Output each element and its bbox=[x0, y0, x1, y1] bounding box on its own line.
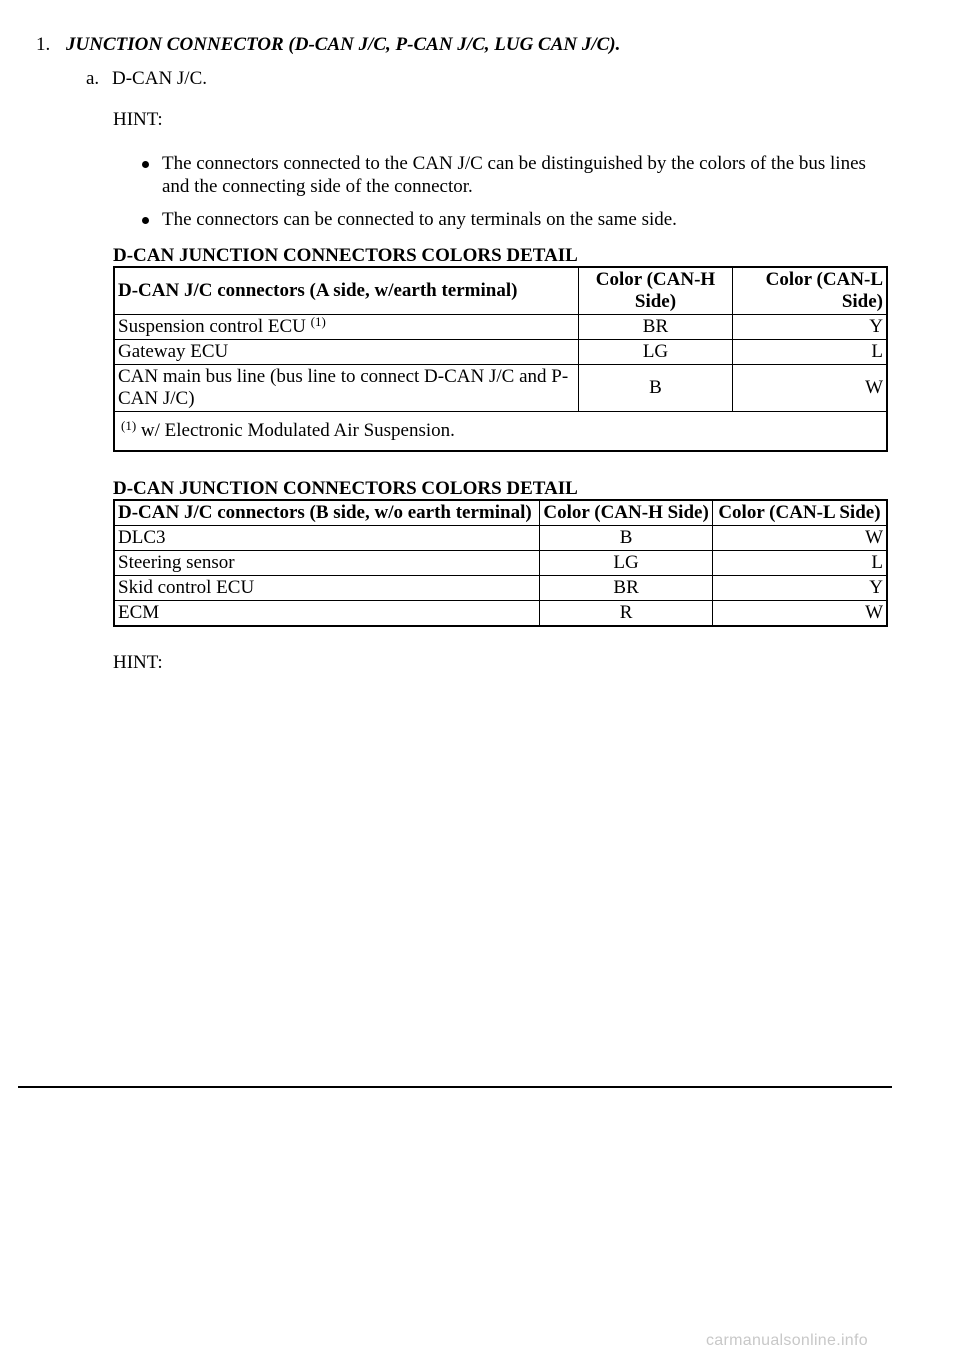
footnote-cell bbox=[114, 412, 887, 452]
can-h-color-cell: LG bbox=[579, 340, 733, 365]
can-l-color-cell: W bbox=[732, 365, 887, 412]
table-header-row bbox=[114, 500, 887, 526]
substep-title: D-CAN J/C. bbox=[112, 68, 208, 89]
hint-label-1: HINT: bbox=[113, 109, 163, 130]
table-row bbox=[114, 526, 887, 551]
table-row bbox=[114, 576, 887, 601]
substep-a bbox=[86, 68, 207, 90]
section-number: 1. bbox=[36, 34, 51, 55]
section-heading bbox=[36, 34, 620, 56]
footnote-marker: (1) bbox=[121, 418, 137, 433]
b-side-colors-table bbox=[113, 499, 888, 627]
connector-cell: Skid control ECU bbox=[114, 576, 540, 601]
table1-caption: D-CAN JUNCTION CONNECTORS COLORS DETAIL bbox=[113, 245, 578, 266]
can-l-color-cell: Y bbox=[712, 576, 887, 601]
table-row bbox=[114, 601, 887, 627]
table-note-row bbox=[114, 412, 887, 452]
bullet-icon bbox=[142, 217, 149, 224]
can-h-color-cell: BR bbox=[540, 576, 713, 601]
footnote-ref: (1) bbox=[310, 314, 326, 329]
can-h-color-cell: B bbox=[579, 365, 733, 412]
table-row bbox=[114, 365, 887, 412]
table-row bbox=[114, 340, 887, 365]
connector-cell: Steering sensor bbox=[114, 551, 540, 576]
can-h-color-cell: R bbox=[540, 601, 713, 627]
table2-caption: D-CAN JUNCTION CONNECTORS COLORS DETAIL bbox=[113, 478, 578, 499]
can-l-color-cell: L bbox=[732, 340, 887, 365]
column-header: Color (CAN-L Side) bbox=[732, 267, 887, 315]
connector-cell: Suspension control ECU $^{(1)}$ bbox=[114, 315, 579, 340]
connector-cell: DLC3 bbox=[114, 526, 540, 551]
can-h-color-cell: LG bbox=[540, 551, 713, 576]
connector-cell: CAN main bus line (bus line to connect D-CAN J/C and P-CAN J/C) bbox=[114, 365, 579, 412]
can-h-color-cell: B bbox=[540, 526, 713, 551]
bullet-text: The connectors connected to the CAN J/C can be distinguished by the colors of the bus lines and the connecting side of the connector. bbox=[162, 153, 866, 197]
list-item bbox=[113, 152, 893, 198]
can-l-color-cell: W bbox=[712, 526, 887, 551]
substep-letter: a. bbox=[86, 68, 100, 89]
connector-cell: ECM bbox=[114, 601, 540, 627]
column-header: D-CAN J/C connectors (B side, w/o earth terminal) bbox=[114, 500, 540, 526]
hint-bullet-list bbox=[113, 152, 893, 241]
table-row bbox=[114, 315, 887, 340]
can-l-color-cell: W bbox=[712, 601, 887, 627]
footnote-text: w/ Electronic Modulated Air Suspension. bbox=[140, 420, 455, 441]
connector-cell: Gateway ECU bbox=[114, 340, 579, 365]
section-title: JUNCTION CONNECTOR (D-CAN J/C, P-CAN J/C, LUG CAN J/C). bbox=[66, 34, 621, 55]
list-item bbox=[113, 208, 893, 231]
column-header: Color (CAN-H Side) bbox=[540, 500, 713, 526]
column-header: Color (CAN-H Side) bbox=[579, 267, 733, 315]
bullet-icon bbox=[142, 161, 149, 168]
can-l-color-cell: Y bbox=[732, 315, 887, 340]
bullet-text: The connectors can be connected to any terminals on the same side. bbox=[162, 209, 677, 230]
watermark: carmanualsonline.info bbox=[706, 1332, 868, 1349]
table-row bbox=[114, 551, 887, 576]
table-header-row bbox=[114, 267, 887, 315]
column-header: D-CAN J/C connectors (A side, w/earth terminal) bbox=[114, 267, 579, 315]
a-side-colors-table bbox=[113, 266, 888, 452]
page-divider bbox=[18, 1086, 892, 1088]
can-h-color-cell: BR bbox=[579, 315, 733, 340]
can-l-color-cell: L bbox=[712, 551, 887, 576]
hint-label-2: HINT: bbox=[113, 652, 163, 673]
column-header: Color (CAN-L Side) bbox=[712, 500, 887, 526]
